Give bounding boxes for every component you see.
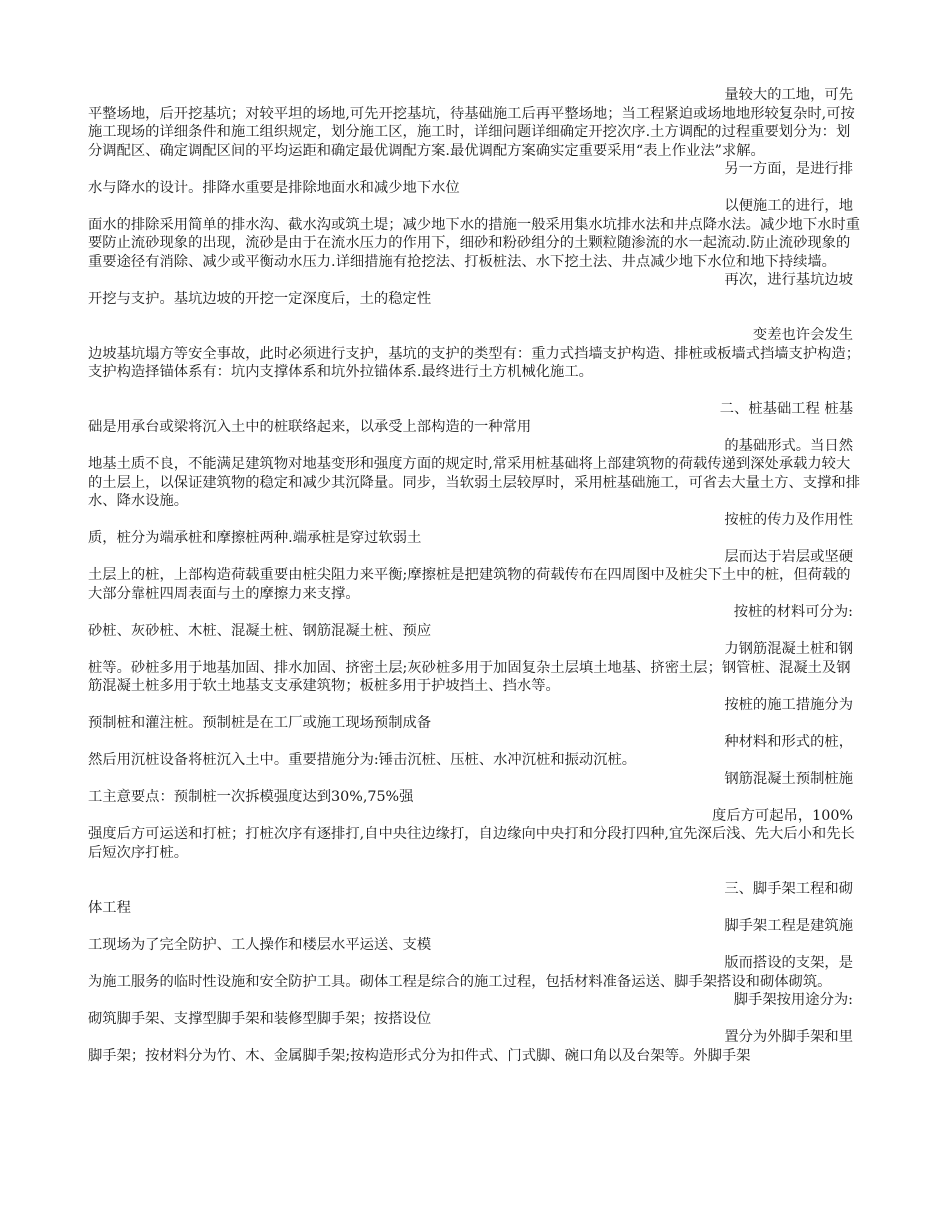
- paragraph: 边坡基坑塌方等安全事故，此时必须进行支护，基坑的支护的类型有：重力式挡墙支护构造、排桩或板墙式挡墙支护构造；支护构造择锚体系有：坑内支撑体系和坑外拉锚体系.最终进行土方机械化施工。: [88, 345, 861, 380]
- paragraph-line: 变差也许会发生: [752, 327, 853, 343]
- paragraph-line: 以便施工的进行，地: [724, 198, 853, 214]
- paragraph-line: 质，桩分为端承桩和摩擦桩两种.端承桩是穿过软弱土: [88, 530, 422, 546]
- section-heading: 二、桩基础工程 桩基: [719, 400, 853, 417]
- paragraph-line: 水与降水的设计。排降水重要是排除地面水和减少地下水位: [88, 179, 460, 196]
- paragraph-line: 按桩的传力及作用性: [724, 511, 853, 528]
- paragraph-line: 脚手架按用途分为:: [733, 992, 853, 1008]
- paragraph-line: 的基础形式。当日然: [724, 437, 853, 454]
- paragraph-line: 按桩的施工措施分为: [724, 696, 853, 713]
- paragraph-line: 按桩的材料可分为:: [733, 604, 853, 620]
- paragraph-line: 层而达于岩层或坚硬: [724, 548, 853, 565]
- paragraph: 土层上的桩，上部构造荷载重要由桩尖阻力来平衡;摩擦桩是把建筑物的荷载传布在四周图中及桩尖下土中的桩，但荷载的大部分靠桩四周表面与土的摩擦力来支撑。: [88, 567, 851, 602]
- section-heading: 三、脚手架工程和砌: [724, 881, 853, 897]
- paragraph: 然后用沉桩设备将桩沉入土中。重要措施分为:锤击沉桩、压桩、水冲沉桩和振动沉桩。: [88, 752, 637, 768]
- paragraph-line: 脚手架工程是建筑施: [724, 918, 853, 934]
- paragraph-line: 再次，进行基坑边坡: [724, 272, 853, 288]
- paragraph-line: 脚手架；按材料分为竹、木、金属脚手架;按构造形式分为扣件式、门式脚、碗口角以及台架等。外脚手架: [88, 1047, 751, 1064]
- paragraph-line: 种材料和形式的桩，: [724, 733, 853, 750]
- paragraph-line: 工主意要点：预制桩一次拆模强度达到30%,75%强: [88, 789, 414, 805]
- paragraph-line: 力钢筋混凝土桩和钢: [724, 641, 853, 657]
- document-page: [88, 86, 863, 1065]
- paragraph-line: 预制桩和灌注桩。预制桩是在工厂或施工现场预制成备: [88, 715, 432, 731]
- paragraph-line: 钢筋混凝土预制桩施: [724, 770, 853, 787]
- paragraph-line: 工现场为了完全防护、工人操作和楼层水平运送、支模: [88, 936, 432, 953]
- paragraph-line: 置分为外脚手架和里: [724, 1029, 853, 1045]
- paragraph-line: 另一方面，是进行排: [724, 161, 853, 177]
- paragraph-line: 体工程: [88, 899, 131, 916]
- paragraph-line: 砂桩、灰砂桩、木桩、混凝土桩、钢筋混凝土桩、预应: [88, 622, 432, 639]
- paragraph: 强度后方可运送和打桩；打桩次序有逐排打,自中央往边缘打，自边缘向中央打和分段打四种,宜先深后浅、先大后小和先长后短次序打桩。: [88, 826, 855, 861]
- paragraph: 平整场地，后开挖基坑；对较平坦的场地,可先开挖基坑，待基础施工后再平整场地；当工程紧迫或场地地形较复杂时,可按施工现场的详细条件和施工组织规定，划分施工区，施工时，详细问题详细确定开挖次序.土方调配的过程重要划分为：划分调配区、确定调配区间的平均运距和确定最优调配方案.最优调配方案确实定重要采用“表上作业法”求解。: [88, 105, 855, 159]
- paragraph: 为施工服务的临时性设施和安全防护工具。砌体工程是综合的施工过程，包括材料准备运送、脚手架搭设和砌体砌筑。: [88, 973, 832, 990]
- paragraph-line: 砌筑脚手架、支撑型脚手架和装修型脚手架；按搭设位: [88, 1010, 432, 1027]
- paragraph-line: 版而搭设的支架，是: [724, 955, 853, 971]
- paragraph-line: 开挖与支护。基坑边坡的开挖一定深度后，土的稳定性: [88, 290, 432, 307]
- paragraph-line: 量较大的工地，可先: [724, 87, 853, 103]
- paragraph-line: 度后方可起吊，100%: [712, 807, 853, 824]
- paragraph: 桩等。砂桩多用于地基加固、排水加固、挤密土层;灰砂桩多用于加固复杂土层填土地基、挤密土层；钢管桩、混凝土及钢筋混凝土桩多用于软土地基支支承建筑物；板桩多用于护坡挡土、挡水等。: [88, 659, 851, 694]
- paragraph: 面水的排除采用简单的排水沟、截水沟或筑土堤；减少地下水的措施一般采用集水坑排水法和井点降水法。减少地下水时重要防止流砂现象的出现，流砂是由于在流水压力的作用下，细砂和粉砂组分的土颗粒随渗流的水一起流动.防止流砂现象的重要途径有消除、减少或平衡动水压力.详细措施有抢挖法、打板桩法、水下挖土法、井点减少地下水位和地下持续墙。: [88, 216, 861, 270]
- paragraph-line: 础是用承台或梁将沉入土中的桩联络起来，以承受上部构造的一种常用: [88, 419, 532, 435]
- paragraph: 地基土质不良，不能满足建筑物对地基变形和强度方面的规定时,常采用桩基础将上部建筑物的荷载传递到深处承载力较大的土层上，以保证建筑物的稳定和减少其沉降量。同步，当软弱土层较厚时，采用桩基础施工，可省去大量土方、支撑和排水、降水设施。: [88, 456, 861, 509]
